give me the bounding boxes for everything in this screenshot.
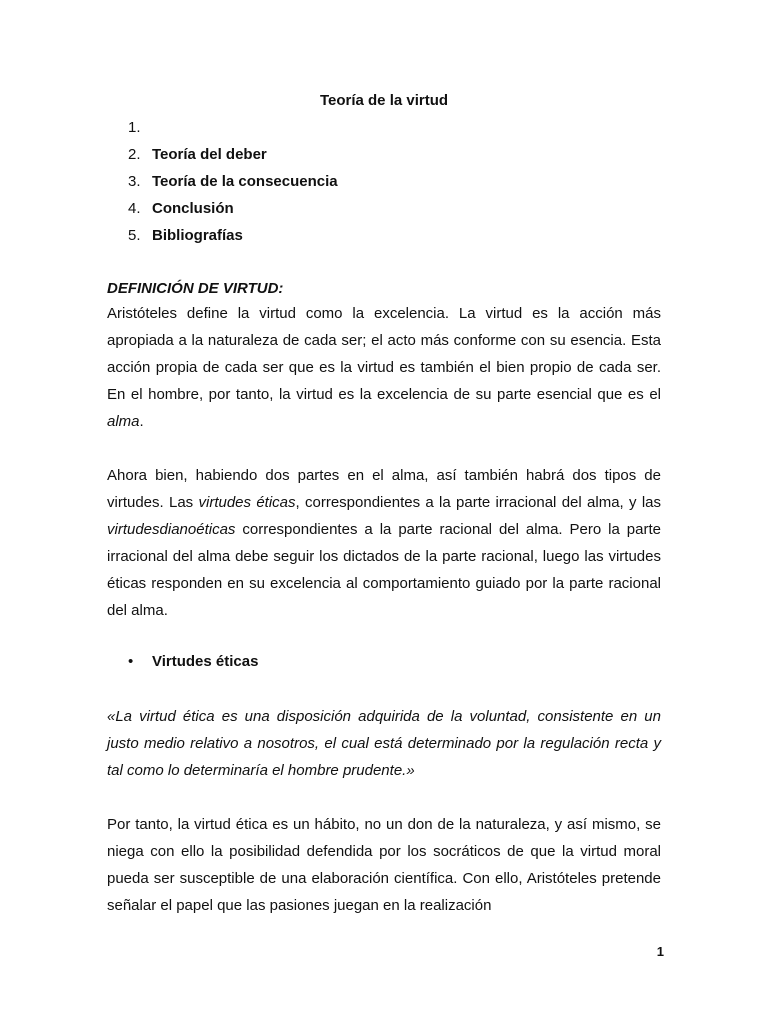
- toc-item-label: Teoría de la consecuencia: [152, 173, 338, 190]
- toc-item-label: Teoría del deber: [152, 146, 267, 163]
- toc-item-number: 2.: [128, 146, 141, 163]
- quote-paragraph: «La virtud ética es una disposición adquirida de la voluntad, consistente en un justo medio relativo a nosotros, el cual está determinado por la regulación recta y tal como lo determinaría el hombre prudente.»: [107, 708, 661, 779]
- toc-item-number: 1.: [128, 119, 141, 136]
- toc-item-number: 3.: [128, 173, 141, 190]
- paragraph-end: .: [139, 413, 144, 430]
- toc-item-number: 5.: [128, 227, 141, 244]
- section-heading: DEFINICIÓN DE VIRTUD:: [107, 280, 284, 297]
- paragraph-italic-term: alma: [107, 413, 140, 430]
- paragraph-text: Aristóteles define la virtud como la excelencia. La virtud es la acción más apropiada a la naturaleza de cada ser; el acto más conforme con su esencia. Esta acción propia de cada ser que es la virtud es también el bien propio de cada ser. En el hombre, por tanto, la virtud es la excelencia de su parte esencial que es el: [107, 305, 661, 403]
- bullet-symbol: •: [128, 653, 134, 670]
- toc-item: [128, 144, 338, 171]
- toc-item: [128, 198, 338, 225]
- paragraph-text: correspondientes a la parte racional del alma. Pero la parte irracional del alma debe seguir los dictados de la parte racional, luego las virtudes éticas responden en su excelencia al comportamiento guiado por la parte racional del alma.: [107, 521, 661, 619]
- toc-item-label: Bibliografías: [152, 227, 243, 244]
- paragraph-text: Ahora bien, habiendo dos partes en el alma, así también habrá dos tipos de virtudes. Las: [107, 467, 661, 511]
- page-title: Teoría de la virtud: [319, 92, 449, 109]
- paragraph-italic-term: virtudes éticas: [198, 494, 296, 511]
- paragraph-definition: [107, 300, 661, 435]
- toc-item-label: Conclusión: [152, 200, 234, 217]
- paragraph-italic-term: virtudesdianoéticas: [107, 521, 236, 538]
- bullet-item: [128, 651, 258, 673]
- toc-item: [128, 171, 338, 198]
- paragraph-virtue-types: [107, 462, 661, 624]
- paragraph-text: , correspondientes a la parte irracional del alma, y las: [295, 494, 662, 511]
- page-number: 1: [656, 944, 664, 959]
- toc-item-number: 4.: [128, 200, 141, 217]
- bullet-label: Virtudes éticas: [152, 653, 259, 670]
- toc-item: [128, 225, 338, 252]
- toc-item: [128, 117, 338, 144]
- table-of-contents: [128, 117, 338, 252]
- paragraph-ethical-habit: Por tanto, la virtud ética es un hábito, no un don de la naturaleza, y así mismo, se niega con ello la posibilidad defendida por los socráticos de que la virtud moral pueda ser susceptible de una elaboración científica. Con ello, Aristóteles pretende señalar el papel que las pasiones juegan en la realización: [107, 816, 661, 914]
